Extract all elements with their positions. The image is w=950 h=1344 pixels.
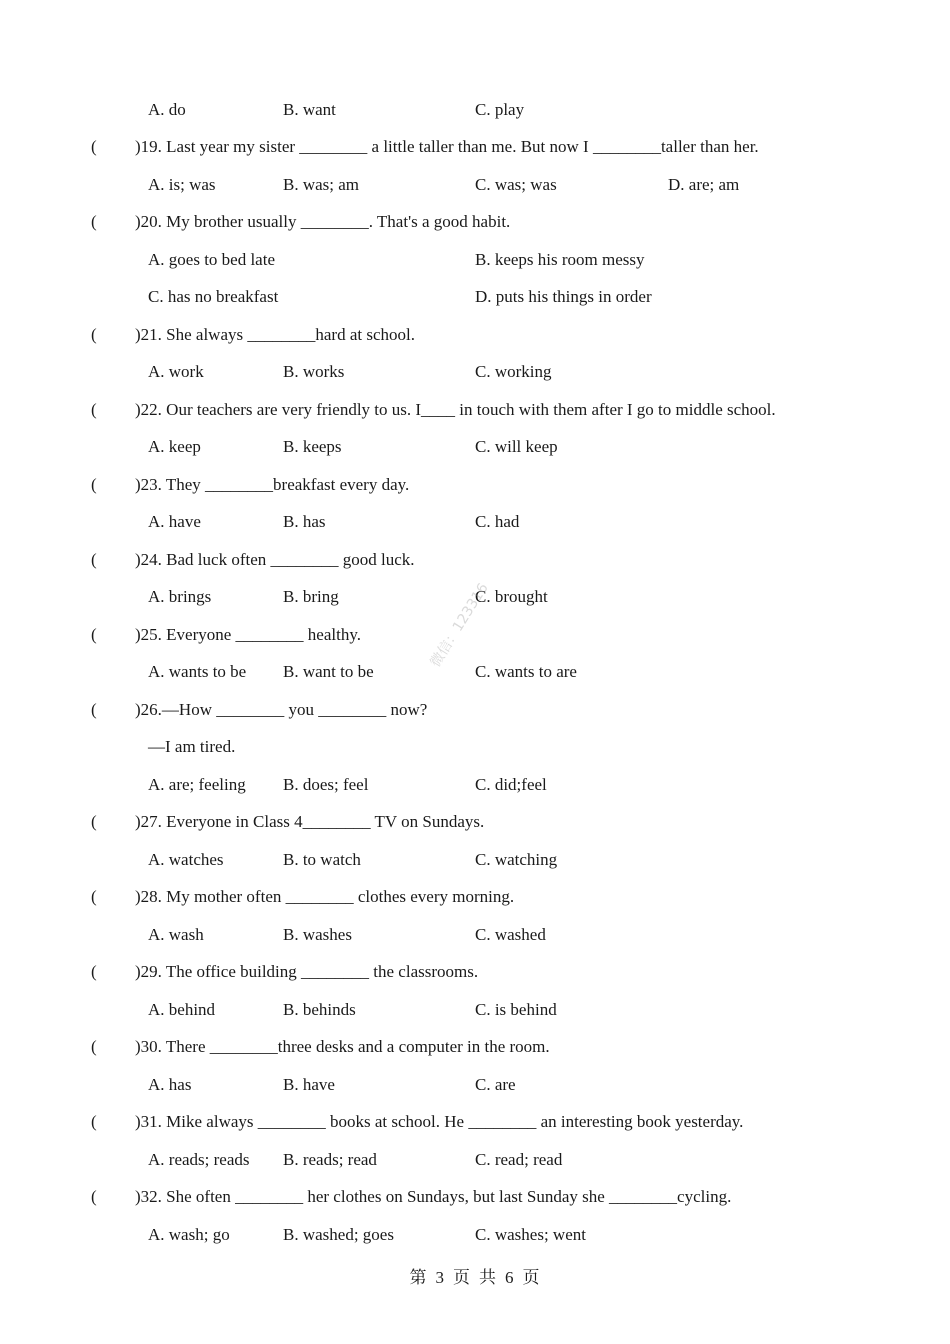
option-a: A. has <box>148 1074 192 1094</box>
footer-ye: 页 <box>453 1268 471 1287</box>
dialogue-reply: —I am tired. <box>148 737 236 756</box>
option-c: C. wants to are <box>475 662 577 681</box>
answer-paren[interactable]: ( <box>91 137 97 156</box>
option-c: C. brought <box>475 587 548 606</box>
option-b: B. to watch <box>283 849 361 869</box>
question-text: )26.—How ________ you ________ now? <box>135 699 428 719</box>
option-c: C. washes; went <box>475 1224 586 1244</box>
question-text: )28. My mother often ________ clothes every morning. <box>135 887 515 906</box>
option-b: B. does; feel <box>283 774 369 794</box>
option-a: A. brings <box>148 587 212 606</box>
option-d: D. puts his things in order <box>475 287 652 306</box>
option-a: A. are; feeling <box>148 774 246 794</box>
option-c: C. was; was <box>475 174 557 194</box>
answer-paren[interactable]: ( <box>91 1112 97 1131</box>
question-text: )29. The office building ________ the classrooms. <box>135 962 479 981</box>
option-c: C. watching <box>475 849 558 869</box>
answer-paren[interactable]: ( <box>91 212 97 231</box>
option-c: C. did;feel <box>475 774 547 794</box>
option-c: C. will keep <box>475 437 558 456</box>
option-b: B. have <box>283 1074 335 1094</box>
question-text: )21. She always ________hard at school. <box>135 324 415 344</box>
answer-paren[interactable]: ( <box>91 1037 97 1056</box>
option-a: A. behind <box>148 999 216 1019</box>
answer-paren[interactable]: ( <box>91 1187 97 1206</box>
answer-paren[interactable]: ( <box>91 962 97 981</box>
option-a: A. do <box>148 100 186 119</box>
question-text: )23. They ________breakfast every day. <box>135 474 410 494</box>
option-b: B. keeps <box>283 437 342 456</box>
option-a: A. is; was <box>148 174 216 194</box>
page-footer <box>0 1263 950 1288</box>
option-a: A. wash <box>148 924 204 944</box>
option-b: B. was; am <box>283 174 360 194</box>
question-text: )19. Last year my sister ________ a little taller than me. But now I ________taller than her. <box>135 137 759 156</box>
option-c: C. read; read <box>475 1149 563 1169</box>
option-c: C. working <box>475 362 552 381</box>
footer-gong: 共 <box>479 1268 497 1287</box>
option-c: C. play <box>475 100 525 119</box>
watermark: 微信：123316 <box>427 580 492 671</box>
answer-paren[interactable]: ( <box>91 812 97 831</box>
option-b: B. bring <box>283 587 339 606</box>
option-c: C. are <box>475 1074 516 1094</box>
question-text: )20. My brother usually ________. That's a good habit. <box>135 212 511 231</box>
option-c: C. washed <box>475 924 546 944</box>
option-d: D. are; am <box>668 174 740 194</box>
answer-paren[interactable]: ( <box>91 549 97 569</box>
option-a: A. watches <box>148 849 224 869</box>
option-a: A. have <box>148 512 201 531</box>
answer-paren[interactable]: ( <box>91 324 97 344</box>
question-text: )25. Everyone ________ healthy. <box>135 624 361 644</box>
question-text: )24. Bad luck often ________ good luck. <box>135 549 415 569</box>
option-b: B. behinds <box>283 999 356 1019</box>
option-a: A. reads; reads <box>148 1149 250 1169</box>
question-text: )22. Our teachers are very friendly to us. I____ in touch with them after I go to middle school. <box>135 399 776 419</box>
option-b: B. washes <box>283 924 352 944</box>
option-c: C. is behind <box>475 999 557 1019</box>
footer-ye-2: 页 <box>522 1268 541 1287</box>
option-b: B. reads; read <box>283 1149 377 1169</box>
footer-di: 第 <box>409 1268 428 1287</box>
option-a: A. wants to be <box>148 662 247 681</box>
option-b: B. has <box>283 512 326 531</box>
option-c: C. had <box>475 512 520 531</box>
footer-total-pages: 6 <box>505 1268 515 1287</box>
option-b: B. want <box>283 100 336 119</box>
question-text: )30. There ________three desks and a computer in the room. <box>135 1037 550 1056</box>
answer-paren[interactable]: ( <box>91 887 97 906</box>
question-text: )27. Everyone in Class 4________ TV on Sundays. <box>135 812 485 831</box>
answer-paren[interactable]: ( <box>91 624 97 644</box>
question-text: )32. She often ________ her clothes on Sundays, but last Sunday she ________cycling. <box>135 1187 732 1206</box>
answer-paren[interactable]: ( <box>91 399 97 419</box>
option-c: C. has no breakfast <box>148 287 279 306</box>
option-b: B. want to be <box>283 662 374 681</box>
option-b: B. washed; goes <box>283 1224 394 1244</box>
answer-paren[interactable]: ( <box>91 699 97 719</box>
option-b: B. works <box>283 362 345 381</box>
footer-page-number: 3 <box>435 1268 445 1287</box>
option-a: A. wash; go <box>148 1224 230 1244</box>
option-b: B. keeps his room messy <box>475 249 645 269</box>
answer-paren[interactable]: ( <box>91 474 97 494</box>
question-text: )31. Mike always ________ books at school. He ________ an interesting book yesterday. <box>135 1112 744 1131</box>
option-a: A. goes to bed late <box>148 249 275 269</box>
option-a: A. work <box>148 362 204 381</box>
option-a: A. keep <box>148 437 201 456</box>
